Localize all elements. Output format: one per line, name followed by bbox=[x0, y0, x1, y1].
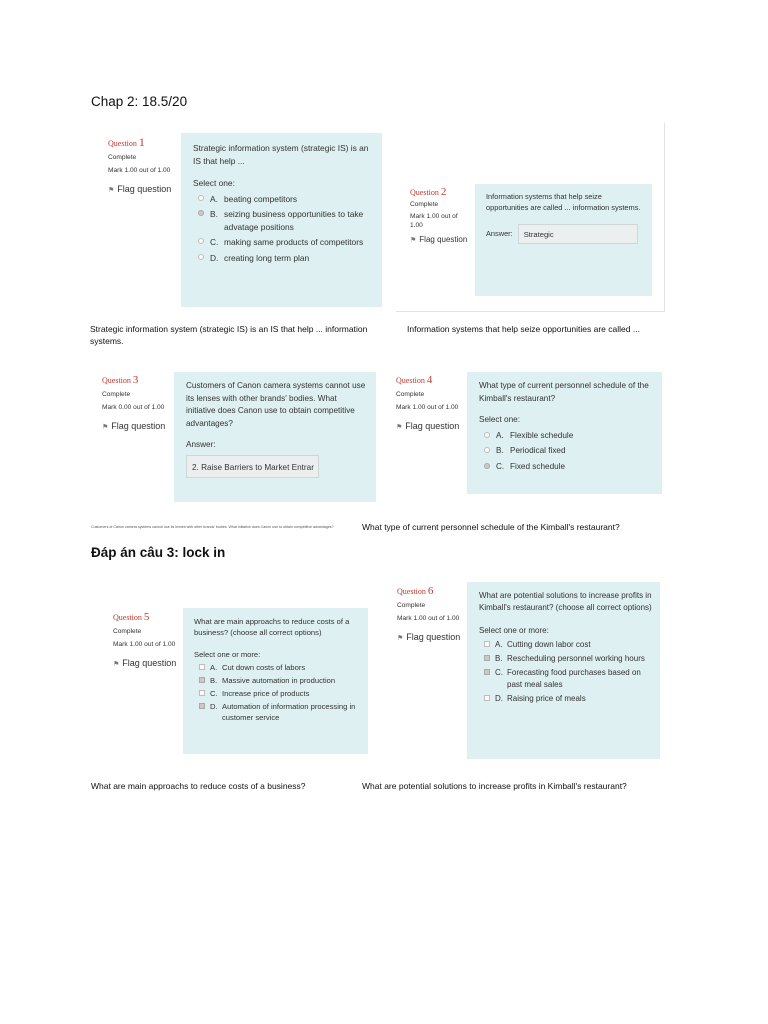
question-mark: Mark 1.00 out of 1.00 bbox=[396, 404, 459, 411]
option-b[interactable] bbox=[479, 653, 652, 665]
option-letter: B. bbox=[210, 676, 218, 685]
select-prompt: Select one or more: bbox=[194, 650, 261, 659]
option-letter: C. bbox=[210, 689, 218, 698]
answer-3-heading: Đáp án câu 3: lock in bbox=[91, 545, 226, 560]
question-text: Customers of Canon camera systems cannot use its lenses with other brands' bodies. What initiative does Canon use to obtain competitive advantages? bbox=[186, 381, 366, 428]
option-letter: B. bbox=[496, 446, 504, 455]
radio-d[interactable] bbox=[198, 254, 204, 260]
question-number-value: 3 bbox=[132, 374, 139, 386]
option-c[interactable] bbox=[479, 461, 653, 474]
checkbox-b[interactable] bbox=[484, 655, 490, 661]
option-letter: D. bbox=[210, 252, 219, 263]
question-mark: Mark 1.00 out of 1.00 bbox=[113, 641, 176, 648]
question-4-screenshot bbox=[386, 362, 674, 510]
option-letter: C. bbox=[495, 668, 503, 677]
radio-c[interactable] bbox=[198, 238, 204, 244]
question-number-value: 5 bbox=[143, 611, 150, 623]
question-3-content bbox=[174, 372, 376, 502]
flag-label: Flag question bbox=[419, 235, 468, 244]
flag-question-link[interactable] bbox=[397, 631, 469, 645]
flag-label: Flag question bbox=[117, 183, 172, 194]
option-text: beating competitors bbox=[224, 193, 298, 204]
flag-icon: ⚑ bbox=[108, 186, 115, 194]
checkbox-c[interactable] bbox=[199, 690, 205, 696]
option-text: Increase price of products bbox=[222, 689, 310, 698]
question-number bbox=[397, 586, 469, 597]
select-prompt: Select one: bbox=[479, 415, 520, 424]
question-5-info bbox=[113, 612, 183, 671]
flag-icon: ⚑ bbox=[410, 237, 417, 244]
caption-question-5: What are main approachs to reduce costs of a business? bbox=[91, 781, 306, 791]
option-a[interactable] bbox=[193, 193, 372, 206]
question-4-content bbox=[467, 372, 662, 494]
flag-question-link[interactable] bbox=[102, 420, 172, 434]
radio-a[interactable] bbox=[198, 195, 204, 201]
checkbox-a[interactable] bbox=[484, 641, 490, 647]
question-mark: Mark 0.00 out of 1.00 bbox=[102, 404, 165, 411]
question-4-info bbox=[396, 375, 464, 434]
checkbox-a[interactable] bbox=[199, 664, 205, 670]
option-text: Flexible schedule bbox=[510, 430, 574, 440]
question-mark: Mark 1.00 out of 1.00 bbox=[410, 213, 458, 229]
flag-icon: ⚑ bbox=[113, 660, 120, 668]
checkbox-c[interactable] bbox=[484, 669, 490, 675]
option-text: making same products of competitors bbox=[224, 237, 364, 247]
option-letter: B. bbox=[495, 654, 503, 663]
question-text: Strategic information system (strategic IS) is an IS that help ... bbox=[193, 143, 369, 166]
checkbox-d[interactable] bbox=[484, 695, 490, 701]
question-3-info bbox=[102, 375, 172, 434]
question-number bbox=[410, 187, 472, 198]
question-state: Complete bbox=[102, 391, 131, 398]
question-number-value: 1 bbox=[138, 135, 145, 149]
question-5-content bbox=[183, 608, 368, 754]
option-b[interactable] bbox=[193, 208, 372, 233]
radio-b[interactable] bbox=[198, 210, 204, 216]
option-text: Forecasting food purchases based on past meal sales bbox=[507, 668, 641, 689]
question-label: Question bbox=[113, 613, 142, 622]
question-number bbox=[396, 375, 464, 386]
checkbox-b[interactable] bbox=[199, 677, 205, 683]
select-prompt: Select one: bbox=[193, 178, 235, 188]
select-prompt: Select one or more: bbox=[479, 626, 549, 635]
option-letter: A. bbox=[210, 193, 218, 204]
question-1-screenshot bbox=[91, 123, 394, 313]
question-6-screenshot bbox=[386, 577, 670, 769]
question-5-screenshot bbox=[98, 597, 378, 762]
option-a[interactable] bbox=[479, 430, 653, 443]
caption-question-3: Customers of Canon camera systems cannot use its lenses with other brands' bodies. What initiative does Canon use to obtain competitive advantages? bbox=[91, 525, 334, 529]
question-state: Complete bbox=[397, 602, 426, 609]
question-2-info bbox=[410, 187, 472, 246]
flag-question-link[interactable] bbox=[410, 234, 472, 246]
option-letter: B. bbox=[210, 209, 218, 219]
caption-question-6: What are potential solutions to increase profits in Kimball's restaurant? bbox=[362, 781, 627, 791]
radio-a[interactable] bbox=[484, 432, 490, 438]
flag-question-link[interactable] bbox=[108, 183, 178, 197]
option-b[interactable] bbox=[479, 445, 653, 458]
option-letter: A. bbox=[495, 640, 503, 649]
question-number bbox=[113, 612, 183, 623]
question-number bbox=[102, 375, 172, 386]
answer-label: Answer: bbox=[486, 228, 513, 238]
flag-label: Flag question bbox=[111, 420, 166, 431]
answer-input[interactable]: 2. Raise Barriers to Market Entrar bbox=[186, 455, 319, 478]
chap-heading: Chap 2: 18.5/20 bbox=[91, 94, 188, 109]
question-3-screenshot bbox=[90, 362, 385, 512]
option-text: Fixed schedule bbox=[510, 461, 566, 471]
flag-question-link[interactable] bbox=[113, 657, 183, 671]
question-state: Complete bbox=[396, 391, 425, 398]
flag-label: Flag question bbox=[122, 657, 177, 668]
question-text: Information systems that help seize opportunities are called ... information systems. bbox=[486, 192, 641, 212]
question-state: Complete bbox=[410, 201, 439, 208]
question-state: Complete bbox=[113, 628, 142, 635]
option-c[interactable] bbox=[193, 236, 372, 249]
question-text: What type of current personnel schedule of the Kimball's restaurant? bbox=[479, 381, 649, 403]
question-number-value: 2 bbox=[440, 186, 447, 198]
question-number bbox=[108, 137, 178, 149]
question-text: What are potential solutions to increase profits in Kimball's restaurant? (choose all correct options) bbox=[479, 591, 652, 612]
option-d[interactable] bbox=[479, 693, 652, 705]
radio-c[interactable] bbox=[484, 463, 490, 469]
question-label: Question bbox=[410, 188, 439, 197]
question-6-info bbox=[397, 586, 469, 645]
option-d[interactable] bbox=[194, 701, 360, 723]
question-label: Question bbox=[108, 139, 137, 148]
flag-question-link[interactable] bbox=[396, 420, 464, 434]
flag-label: Flag question bbox=[405, 420, 460, 431]
caption-question-2: Information systems that help seize opportunities are called ... bbox=[407, 324, 640, 334]
option-letter: C. bbox=[496, 461, 505, 471]
radio-b[interactable] bbox=[484, 447, 490, 453]
question-2-screenshot bbox=[396, 123, 665, 312]
option-letter: A. bbox=[496, 430, 504, 440]
option-text: Raising price of meals bbox=[507, 694, 586, 703]
answer-label: Answer: bbox=[186, 440, 216, 449]
question-mark: Mark 1.00 out of 1.00 bbox=[397, 615, 460, 622]
question-6-content bbox=[467, 582, 660, 759]
checkbox-d[interactable] bbox=[199, 703, 205, 709]
option-text: seizing business opportunities to take advatage positions bbox=[224, 209, 364, 232]
option-a[interactable] bbox=[194, 662, 360, 673]
caption-question-1: Strategic information system (strategic IS) is an IS that help ... information systems. bbox=[90, 324, 368, 346]
option-letter: A. bbox=[210, 663, 218, 672]
option-text: Cutting down labor cost bbox=[507, 640, 591, 649]
option-c[interactable] bbox=[194, 688, 360, 699]
option-b[interactable] bbox=[194, 675, 360, 686]
option-text: creating long term plan bbox=[224, 252, 310, 263]
flag-icon: ⚑ bbox=[396, 423, 403, 431]
question-label: Question bbox=[397, 587, 426, 596]
caption-question-4: What type of current personnel schedule of the Kimball's restaurant? bbox=[362, 522, 620, 532]
option-c[interactable] bbox=[479, 667, 652, 691]
question-1-info bbox=[108, 137, 178, 197]
option-letter: D. bbox=[210, 702, 218, 711]
question-number-value: 6 bbox=[427, 585, 434, 597]
option-letter: D. bbox=[495, 694, 503, 703]
option-a[interactable] bbox=[479, 639, 652, 651]
option-text: Periodical fixed bbox=[510, 446, 566, 455]
option-text: Cut down costs of labors bbox=[222, 663, 306, 672]
answer-row bbox=[486, 224, 644, 244]
flag-icon: ⚑ bbox=[397, 634, 404, 642]
question-label: Question bbox=[396, 376, 425, 385]
question-1-content bbox=[181, 133, 382, 307]
question-number-value: 4 bbox=[426, 374, 433, 386]
answer-input[interactable]: Strategic bbox=[518, 224, 638, 244]
option-text: Automation of information processing in customer service bbox=[222, 702, 356, 722]
option-letter: C. bbox=[210, 237, 219, 247]
flag-label: Flag question bbox=[406, 631, 461, 642]
flag-icon: ⚑ bbox=[102, 423, 109, 431]
option-text: Massive automation in production bbox=[222, 676, 336, 685]
question-state: Complete bbox=[108, 154, 137, 161]
question-mark: Mark 1.00 out of 1.00 bbox=[108, 167, 171, 174]
question-2-content bbox=[475, 184, 652, 296]
option-d[interactable] bbox=[193, 252, 372, 265]
question-label: Question bbox=[102, 376, 131, 385]
question-text: What are main approachs to reduce costs of a business? (choose all correct options) bbox=[194, 617, 350, 637]
option-text: Rescheduling personnel working hours bbox=[507, 654, 645, 663]
